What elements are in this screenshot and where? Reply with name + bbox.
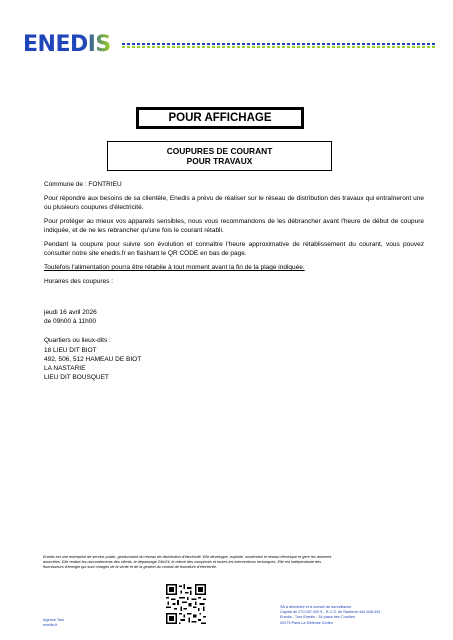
paragraph-2: Pour protéger au mieux vos appareils sensibles, nous vous recommandons de les débrancher avant l'heure de début de coupure indiquée, et de ne les rebrancher qu'une fois le courant rétabli. [44,217,424,235]
coupure-time: de 09h00 à 11h00 [44,317,96,325]
header-rule [122,43,437,49]
legal-line: associées. Elle réalise les raccordements des clients, le dépannage 24h/24, le relevé des compteurs et toutes les interventions techniques. Elle est indépendante des [43,560,322,565]
paragraph-4: Toutefois l'alimentation pourra être rétablie à tout moment avant la fin de la plage indiquée. [44,264,305,272]
quartiers-label: Quartiers ou lieux-dits : [44,337,111,345]
location-item: 492, 506, 512 HAMEAU DE BIOT [44,355,142,363]
agence-info [43,618,64,628]
qr-code[interactable] [166,584,206,624]
company-info [280,605,380,626]
header-rule-blue [122,43,437,45]
location-item: LIEU DIT BOUSQUET [44,374,109,382]
paragraph-1: Pour répondre aux besoins de sa clientèle, Enedis a prévu de réaliser sur le réseau de distribution des travaux qui entraîneront une ou plusieurs coupures d'électricité. [44,194,424,212]
coupures-title-line2: POUR TRAVAUX [186,156,253,166]
location-item: 18 LIEU DIT BIOT [44,346,97,354]
footer-legal-text [43,555,428,571]
notice-body [44,180,424,383]
agence-name: Agence Tarn [43,618,65,622]
company-line: Enedis - Tour Enedis - 34 place des Corolles [280,615,355,620]
horaires-label: Horaires des coupures : [44,277,114,285]
coupure-date: jeudi 16 avril 2026 [44,308,97,316]
legal-line: fournisseurs d'énergie qui sont chargés de la vente et de la gestion du contrat de fourniture d'électricité. [43,565,217,570]
commune-line: Commune de : FONTRIEU [44,181,122,188]
coupures-title-box [107,141,332,171]
pour-affichage-label: POUR AFFICHAGE [168,112,272,124]
paragraph-3: Pendant la coupure pour suivre son évolution et connaître l'heure approximative de rétablissement du courant, vous pouvez consulter notre site enedis.fr en flashant le QR CODE en bas de page. [44,240,424,258]
company-line: 92079 Paris La Défense Cedex [280,620,333,625]
company-line: Capital de 270 037 000 € - R.C.S. de Nanterre 444 608 443 [280,610,381,615]
pour-affichage-box [136,107,304,129]
enedis-logo [23,31,119,55]
coupures-title-line1: COUPURES DE COURANT [166,146,273,156]
logo-text: ENEDIS [23,32,111,55]
legal-line: Enedis est une entreprise de service public, gestionnaire du réseau de distribution d'électricité. Elle développe, exploite, modernise le réseau électrique et gère les données [43,555,332,559]
agence-website[interactable]: enedis.fr [43,623,58,628]
company-line: SA à directoire et à conseil de surveillance [280,605,352,609]
location-item: LA NASTARIE [44,365,86,373]
header-rule-green [122,46,437,48]
